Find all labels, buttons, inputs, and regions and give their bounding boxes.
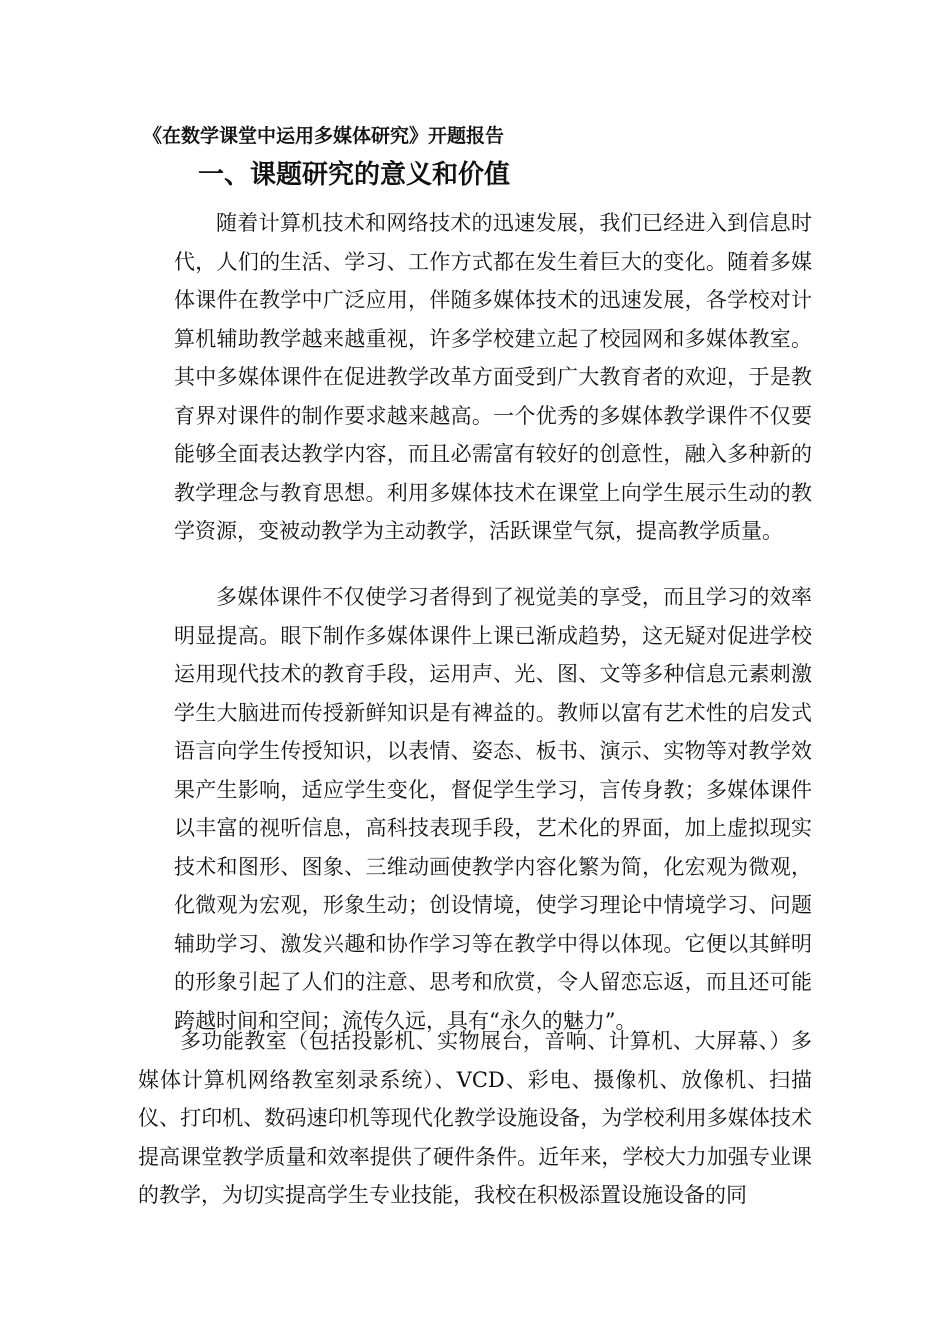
body-paragraph: 多媒体课件不仅使学习者得到了视觉美的享受，而且学习的效率明显提高。眼下制作多媒体课件上课已渐成趋势，这无疑对促进学校运用现代技术的教育手段，运用声、光、图、文等多种信息元素刺激学生大脑进而传授新鲜知识是有裨益的。教师以富有艺术性的启发式语言向学生传授知识，以表情、姿态、板书、演示、实物等对教学效果产生影响，适应学生变化，督促学生学习，言传身教；多媒体课件以丰富的视听信息，高科技表现手段，艺术化的界面，加上虚拟现实技术和图形、图象、三维动画使教学内容化繁为简，化宏观为微观，化微观为宏观，形象生动；创设情境，使学习理论中情境学习、问题辅助学习、激发兴趣和协作学习等在教学中得以体现。它便以其鲜明的形象引起了人们的注意、思考和欣赏，令人留恋忘返，而且还可能跨越时间和空间；流传久远，具有“永久的魅力”。 <box>174 585 812 1033</box>
body-paragraph: 多功能教室（包括投影机、实物展台，音响、计算机、大屏幕、）多媒体计算机网络教室刻录系统）、VCD、彩电、摄像机、放像机、扫描仪、打印机、数码速印机等现代化教学设施设备，为学校利用多媒体技术提高课堂教学质量和效率提供了硬件条件。近年来，学校大力加强专业课的教学，为切实提高学生专业技能，我校在积极添置设施设备的同 <box>138 1029 812 1207</box>
section-heading: 一、课题研究的意义和价值 <box>198 160 511 190</box>
body-paragraph: 随着计算机技术和网络技术的迅速发展，我们已经进入到信息时代，人们的生活、学习、工作方式都在发生着巨大的变化。随着多媒体课件在教学中广泛应用，伴随多媒体技术的迅速发展，各学校对计算机辅助教学越来越重视，许多学校建立起了校园网和多媒体教室。其中多媒体课件在促进教学改革方面受到广大教育者的欢迎，于是教育界对课件的制作要求越来越高。一个优秀的多媒体教学课件不仅要能够全面表达教学内容，而且必需富有较好的创意性，融入多种新的教学理念与教育思想。利用多媒体技术在课堂上向学生展示生动的教学资源，变被动教学为主动教学，活跃课堂气氛，提高教学质量。 <box>174 211 812 543</box>
document-title: 《在数学课堂中运用多媒体研究》开题报告 <box>143 125 505 147</box>
